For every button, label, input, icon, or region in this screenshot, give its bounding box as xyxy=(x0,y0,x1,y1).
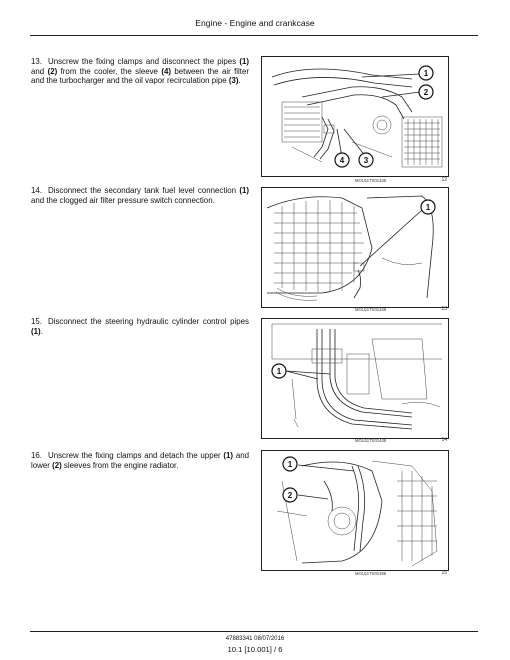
figure-code: MOU11TS01396 xyxy=(355,571,387,576)
callout-2 xyxy=(419,85,433,99)
svg-text:1: 1 xyxy=(425,203,431,212)
step-13 xyxy=(31,57,249,86)
page-header-title: Engine - Engine and crankcase xyxy=(195,18,315,28)
step-text: Unscrew the fixing clamps and disconnect the pipes (1) and (2) from the cooler, the sleeve (4) between the air filter and the turbocharger and the oil vapor recirculation pipe (3). xyxy=(31,57,250,86)
svg-text:1: 1 xyxy=(287,460,293,469)
step-number: 14. xyxy=(31,186,42,195)
callout-1 xyxy=(419,66,433,80)
svg-text:1: 1 xyxy=(276,367,282,376)
figure-12 xyxy=(261,56,449,177)
callout-1 xyxy=(272,364,286,378)
figure-code: MOU11TS01349 xyxy=(355,307,387,312)
header-rule xyxy=(30,35,478,36)
step-15 xyxy=(31,317,249,336)
callout-1 xyxy=(421,200,435,214)
engine-pipes-illustration xyxy=(262,57,448,176)
svg-text:4: 4 xyxy=(339,156,345,165)
figure-13 xyxy=(261,187,449,308)
figure-14 xyxy=(261,318,449,439)
step-text: Disconnect the steering hydraulic cylinder control pipes (1). xyxy=(31,317,249,336)
footer-document-id: 47883341 08/07/2016 xyxy=(225,636,285,642)
figure-number: 12 xyxy=(441,177,447,183)
step-16 xyxy=(31,451,249,470)
figure-code: MOU11TS01345 xyxy=(355,178,387,183)
footer-rule xyxy=(30,631,478,632)
step-text: Disconnect the secondary tank fuel level connection (1) and the clogged air filter pressure switch connection. xyxy=(31,186,249,205)
steering-pipes-illustration xyxy=(262,319,448,438)
step-number: 15. xyxy=(31,317,42,326)
figure-number: 13 xyxy=(441,306,447,312)
figure-15 xyxy=(261,450,449,571)
fuel-level-connector-illustration xyxy=(262,188,448,307)
figure-code: MOU11TS01445 xyxy=(355,438,387,443)
svg-text:3: 3 xyxy=(363,156,369,165)
figure-number: 15 xyxy=(441,570,447,576)
step-text: Unscrew the fixing clamps and detach the upper (1) and lower (2) sleeves from the engine radiator. xyxy=(31,451,249,470)
footer-page-number: 10.1 [10.001] / 6 xyxy=(227,645,283,654)
figure-number: 14 xyxy=(441,437,447,443)
step-number: 13. xyxy=(31,57,42,66)
callout-1 xyxy=(283,457,297,471)
step-14 xyxy=(31,186,249,205)
svg-text:2: 2 xyxy=(423,88,429,97)
callout-2 xyxy=(283,488,297,502)
svg-text:2: 2 xyxy=(287,491,293,500)
radiator-sleeves-illustration xyxy=(262,451,448,570)
callout-4 xyxy=(335,153,349,167)
svg-text:1: 1 xyxy=(423,69,429,78)
step-number: 16. xyxy=(31,451,42,460)
callout-3 xyxy=(359,153,373,167)
